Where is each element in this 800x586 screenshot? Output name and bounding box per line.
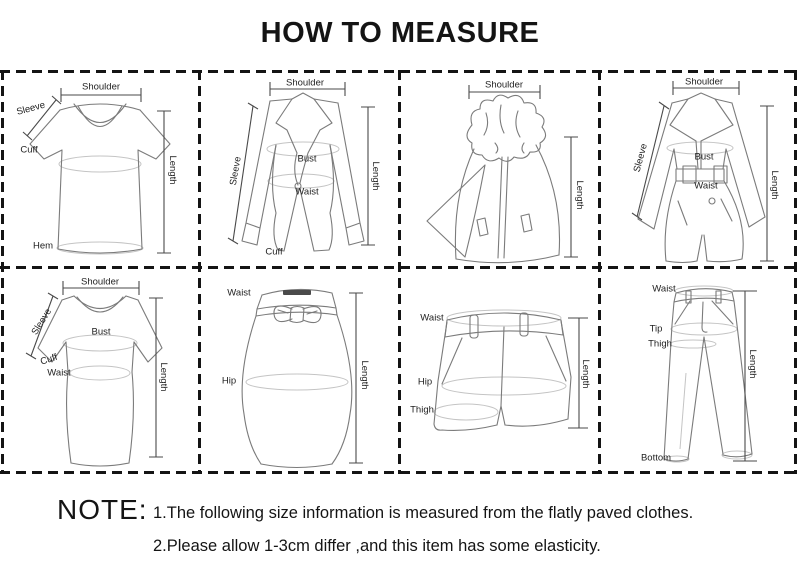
label-sleeve: Sleeve [29,306,55,338]
label-hem: Hem [32,240,54,252]
label-shoulder: Shoulder [484,79,524,91]
label-shoulder: Shoulder [81,81,121,93]
label-thigh: Thigh [648,338,672,350]
fur-collar-coat-drawing [400,73,596,266]
label-shoulder: Shoulder [80,276,120,288]
guide-ellipses [267,142,339,188]
garment-outline [38,296,162,466]
label-length: Length [358,360,370,390]
label-bust: Bust [91,326,111,338]
panel-tshirt [1,73,197,266]
label-sleeve: Sleeve [227,155,244,187]
garment-outline [664,289,752,461]
shorts-drawing [400,269,596,471]
label-length: Length [768,170,780,200]
garment-outline [242,289,352,467]
label-hip: Hip [417,376,433,388]
note-line-1: 1.The following size information is measured from the flatly paved clothes. [153,504,694,522]
label-length: Length [157,362,169,392]
label-waist: Waist [694,180,718,192]
label-bust: Bust [297,153,317,165]
garment-outline [434,313,571,430]
guide-ellipses [57,156,143,254]
pants-drawing [600,269,796,471]
label-length: Length [573,180,585,210]
guide-ellipses [434,310,566,420]
label-length: Length [579,359,591,389]
trench-coat-drawing [600,73,796,266]
label-length: Length [746,349,758,379]
guide-ellipses [63,335,137,380]
note-heading: NOTE: [57,494,148,525]
garment-outline [638,93,765,263]
label-thigh: Thigh [410,404,434,416]
guide-ellipses [246,374,348,390]
panel-dress [1,269,197,471]
label-waist: Waist [652,283,676,295]
panel-skirt [200,269,396,471]
label-bust: Bust [694,151,714,163]
panel-trench-coat [600,73,796,266]
label-waist: Waist [227,287,251,299]
panel-shorts [400,269,596,471]
panel-pants [600,269,796,471]
label-length: Length [369,161,381,191]
guide-ellipses [665,286,752,462]
label-shoulder: Shoulder [684,76,724,88]
label-cuff: Cuff [20,144,38,156]
label-waist: Waist [47,367,71,379]
label-sleeve: Sleeve [15,99,47,118]
waistband-bar [283,290,311,295]
panel-blazer [200,73,396,266]
measure-lines [632,81,774,261]
label-tip: Tip [649,323,663,335]
garment-outline [242,93,364,251]
label-cuff: Cuff [265,246,283,258]
garment-outline [427,95,560,263]
label-hip: Hip [221,375,237,387]
label-waist: Waist [420,312,444,324]
label-length: Length [166,155,178,185]
measure-lines [23,88,171,253]
label-waist: Waist [295,186,319,198]
garment-outline [30,104,170,253]
note-line-2: 2.Please allow 1-3cm differ ,and this item has some elasticity. [153,537,601,555]
label-bottom: Bottom [640,452,672,464]
panel-fur-coat [400,73,596,266]
label-sleeve: Sleeve [631,142,650,174]
label-cuff: Cuff [39,351,59,368]
page-title: HOW TO MEASURE [260,17,540,49]
label-shoulder: Shoulder [285,77,325,89]
